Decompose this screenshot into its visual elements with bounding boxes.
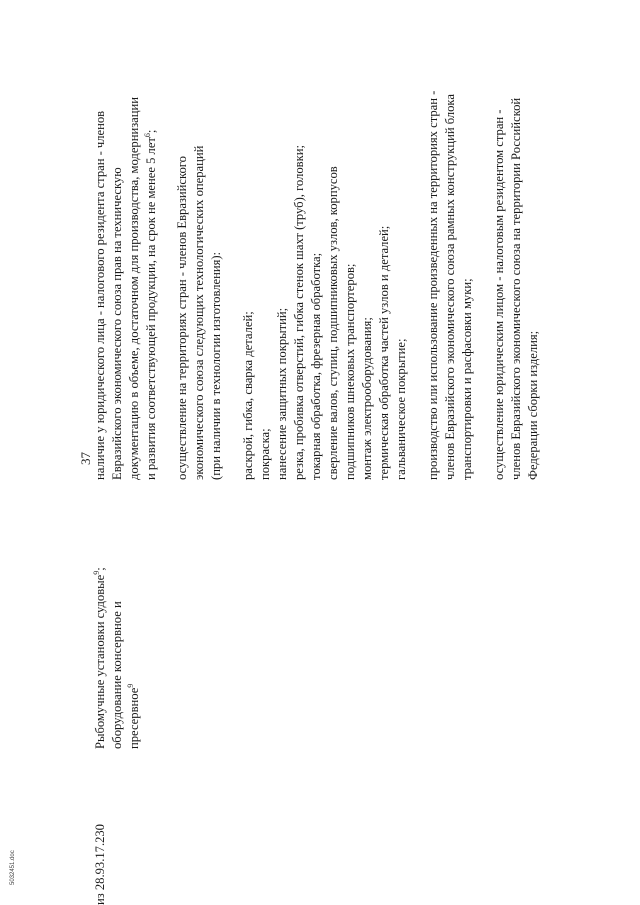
product-line-1: Рыбомучные установки судовые$^9$;	[92, 567, 107, 749]
requirement-line: экономического союза следующих технологических операций	[192, 145, 206, 480]
requirement-line: монтаж электрооборудования;	[360, 317, 374, 480]
requirement-line: осуществление на территориях стран - членов Евразийского	[175, 156, 189, 480]
requirement-line: нанесение защитных покрытий;	[275, 307, 289, 480]
product-line-3: пресервное$^9$	[126, 683, 141, 749]
product-line-2: оборудование консервное и	[110, 601, 124, 749]
requirement-line: сверление валов, ступиц, подшипниковых узлов, корпусов	[326, 166, 340, 480]
requirement-line: членов Евразийского экономического союза на территории Российской	[509, 97, 523, 480]
requirement-line: раскрой, гибка, сварка деталей;	[241, 311, 255, 480]
okpd-code: из 28.93.17.230	[93, 824, 107, 905]
requirement-line: резка, пробивка отверстий, гибка стенок шахт (труб), головки;	[292, 145, 306, 480]
requirement-line: осуществление юридическим лицом - налоговым резидентом стран -	[492, 109, 506, 480]
requirement-line: покраска;	[258, 428, 272, 480]
requirement-line: Евразийского экономического союза прав на техническую	[110, 167, 124, 480]
document-id: 5032451.doc	[10, 850, 16, 885]
requirement-line: наличие у юридического лица - налогового резидента стран - членов	[93, 110, 107, 480]
page-number: 37	[78, 452, 93, 465]
requirement-line: и развития соответствующей продукции, на срок не менее 5 лет$^6$;	[143, 129, 158, 480]
requirement-line: гальваническое покрытие;	[394, 338, 408, 480]
requirement-line: термическая обработка частей узлов и деталей;	[377, 225, 391, 480]
requirement-line: токарная обработка, фрезерная обработка;	[309, 252, 323, 480]
requirement-line: подшипников шнековых транспортеров;	[343, 263, 357, 480]
requirement-line: документацию в объеме, достаточном для производства, модернизации	[127, 97, 141, 480]
requirement-line: членов Евразийского экономического союза рамных конструкций блока	[443, 94, 457, 480]
requirement-line: (при наличии в технологии изготовления):	[209, 251, 223, 480]
requirement-line: производство или использование произведенных на территориях стран -	[426, 90, 440, 480]
requirement-line: транспортировки и расфасовки муки;	[460, 278, 474, 480]
requirement-line: Федерации сборки изделия;	[526, 330, 540, 480]
